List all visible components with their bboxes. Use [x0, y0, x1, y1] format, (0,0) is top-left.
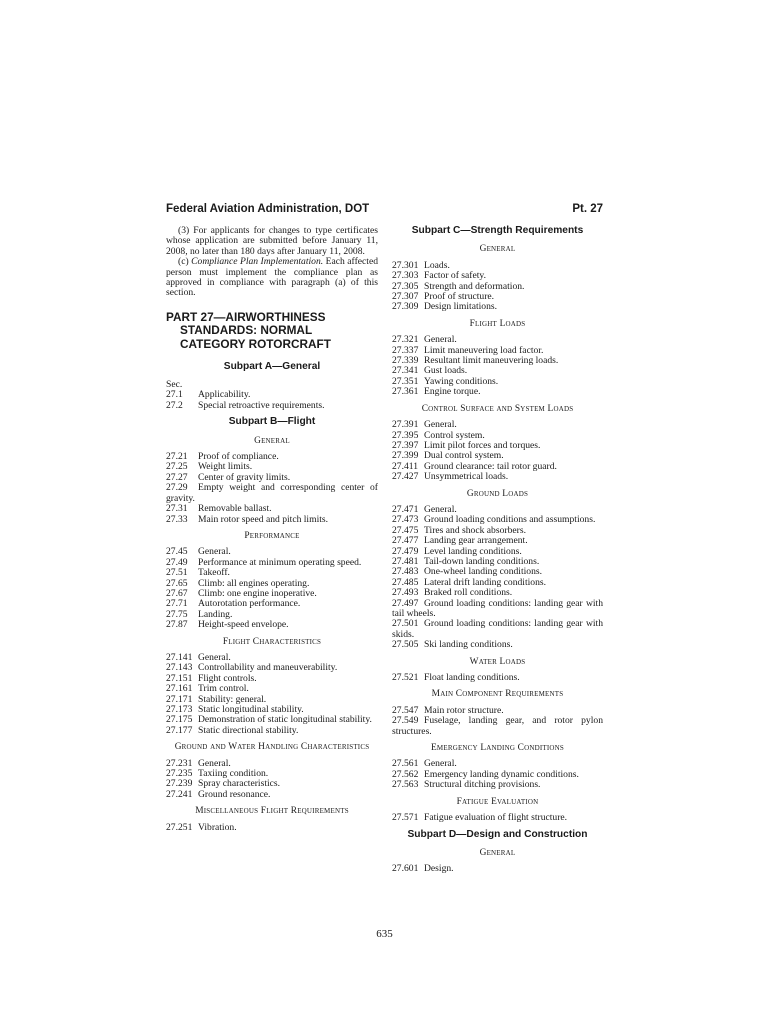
running-header — [166, 203, 603, 221]
section-number: 27.141 — [166, 651, 193, 663]
section-number: 27.305 — [392, 280, 419, 292]
section-title: General. — [424, 503, 457, 515]
page-number: 635 — [376, 928, 393, 940]
section-number: 27.27 — [166, 471, 188, 483]
section-number: 27.2 — [166, 399, 183, 411]
section-number: 27.301 — [392, 259, 419, 271]
section-title: Ground loading conditions: landing gear with tail wheels. — [392, 597, 603, 619]
section-number: 27.33 — [166, 513, 188, 525]
section-number: 27.251 — [166, 821, 193, 833]
section-number: 27.473 — [392, 514, 419, 526]
section-number: 27.475 — [392, 524, 419, 536]
ground-loads-list — [392, 505, 603, 651]
section-title: Braked roll conditions. — [424, 587, 513, 599]
section-number: 27.501 — [392, 618, 419, 630]
section-number: 27.337 — [392, 344, 419, 356]
section-number: 27.65 — [166, 577, 188, 589]
section-number: 27.561 — [392, 758, 419, 770]
section-number: 27.483 — [392, 566, 419, 578]
section-title: Main rotor speed and pitch limits. — [198, 513, 329, 525]
fatigue-heading: Fatigue Evaluation — [456, 796, 539, 807]
section-number: 27.75 — [166, 608, 188, 620]
section-entry — [392, 387, 603, 397]
section-title: Ground loading conditions and assumptions. — [424, 514, 596, 526]
water-loads-heading: Water Loads — [469, 656, 526, 667]
paragraph-applicants: (3) For applicants for changes to type certificates whose application are submitted before January 11, 2008, no later than 180 days after January 11, 2008. — [166, 225, 378, 257]
section-number: 27.601 — [392, 863, 419, 875]
part-title: PART 27—AIRWORTHINESS STANDARDS: NORMAL CATEGORY ROTORCRAFT — [166, 309, 331, 352]
section-number: 27.1 — [166, 389, 183, 401]
flight-loads-heading: Flight Loads — [469, 318, 526, 329]
section-title: Design. — [424, 863, 454, 875]
misc-flight-heading: Miscellaneous Flight Requirements — [195, 806, 349, 817]
flight-loads-list — [392, 335, 603, 397]
section-number: 27.399 — [392, 450, 419, 462]
section-title: One-wheel landing conditions. — [424, 566, 543, 578]
section-number: 27.321 — [392, 334, 419, 346]
para-label: (c) — [178, 256, 192, 268]
section-title: General. — [424, 419, 457, 431]
section-title: Lateral drift landing conditions. — [424, 576, 547, 588]
subpart-c-heading: Subpart C—Strength Requirements — [411, 225, 584, 236]
section-title: Trim control. — [198, 683, 249, 695]
section-title: Flight controls. — [198, 672, 257, 684]
section-number: 27.479 — [392, 545, 419, 557]
general-d-heading: General — [479, 847, 516, 858]
main-component-heading: Main Component Requirements — [431, 689, 564, 700]
flight-characteristics-heading: Flight Characteristics — [222, 636, 322, 647]
section-entry — [392, 780, 603, 790]
section-entry — [392, 472, 603, 482]
flight-characteristics-list — [166, 653, 378, 736]
section-title: Fuselage, landing gear, and rotor pylon structures. — [392, 715, 603, 737]
section-entry — [392, 619, 603, 640]
section-title: Emergency landing dynamic conditions. — [424, 768, 579, 780]
section-number: 27.481 — [392, 555, 419, 567]
para-italic-title: Compliance Plan Implementation. — [191, 256, 324, 268]
control-surface-heading: Control Surface and System Loads — [421, 403, 574, 414]
subpart-d-heading: Subpart D—Design and Construction — [407, 828, 588, 840]
section-number: 27.351 — [392, 375, 419, 387]
section-title: Dual control system. — [424, 450, 504, 462]
section-title: Resultant limit maneuvering loads. — [424, 355, 559, 367]
section-entry — [392, 673, 603, 683]
section-title: Taxiing condition. — [198, 768, 269, 780]
section-title: Factor of safety. — [424, 270, 486, 282]
section-number: 27.391 — [392, 419, 419, 431]
section-number: 27.505 — [392, 639, 419, 651]
section-number: 27.307 — [392, 291, 419, 303]
fatigue-list — [392, 813, 603, 823]
section-title: Tires and shock absorbers. — [424, 524, 526, 536]
general-c-heading: General — [479, 244, 516, 255]
section-title: General. — [424, 758, 457, 770]
para-body: Each affected person must implement the compliance plan as approved in compliance with paragraph (a) of this section. — [166, 256, 378, 299]
section-number: 27.45 — [166, 546, 188, 558]
section-number: 27.175 — [166, 714, 193, 726]
section-number: 27.71 — [166, 598, 188, 610]
section-title: Center of gravity limits. — [198, 471, 291, 483]
section-entry — [392, 813, 603, 823]
section-number: 27.31 — [166, 503, 188, 515]
section-number: 27.143 — [166, 662, 193, 674]
section-title: Loads. — [424, 259, 450, 271]
section-title: Applicability. — [198, 389, 251, 401]
section-number: 27.241 — [166, 788, 193, 800]
section-number: 27.231 — [166, 757, 193, 769]
section-number: 27.395 — [392, 429, 419, 441]
performance-list — [166, 547, 378, 630]
section-number: 27.411 — [392, 460, 419, 472]
section-title: Main rotor structure. — [424, 704, 504, 716]
section-number: 27.397 — [392, 439, 419, 451]
section-number: 27.151 — [166, 672, 193, 684]
section-title: Tail-down landing conditions. — [424, 555, 540, 567]
section-title: Ski landing conditions. — [424, 639, 513, 651]
section-number: 27.49 — [166, 556, 188, 568]
section-entry — [392, 716, 603, 737]
section-entry — [166, 790, 378, 800]
section-title: Weight limits. — [198, 461, 253, 473]
ground-water-heading: Ground and Water Handling Characteristics — [174, 742, 370, 753]
section-number: 27.477 — [392, 535, 419, 547]
section-title: Limit maneuvering load factor. — [424, 344, 544, 356]
section-number: 27.361 — [392, 386, 419, 398]
section-title: Engine torque. — [424, 386, 481, 398]
section-title: Fatigue evaluation of flight structure. — [424, 812, 568, 824]
sec-label: Sec. — [166, 379, 183, 391]
section-title: Strength and deformation. — [424, 280, 525, 292]
section-number: 27.173 — [166, 704, 193, 715]
water-loads-list — [392, 673, 603, 683]
section-title: Static directional stability. — [198, 724, 299, 736]
emergency-landing-list — [392, 759, 603, 790]
section-title: Special retroactive requirements. — [198, 399, 325, 411]
section-number: 27.563 — [392, 779, 419, 791]
header-part: Pt. 27 — [572, 203, 603, 215]
right-column — [392, 226, 603, 879]
section-title: Design limitations. — [424, 301, 498, 313]
section-number: 27.29 — [166, 482, 188, 494]
section-number: 27.177 — [166, 724, 193, 736]
section-number: 27.87 — [166, 619, 188, 631]
section-title: Performance at minimum operating speed. — [198, 556, 362, 568]
section-number: 27.161 — [166, 683, 193, 695]
section-title: Unsymmetrical loads. — [424, 471, 509, 483]
section-number: 27.493 — [392, 587, 419, 599]
section-title: Proof of structure. — [424, 291, 495, 303]
section-number: 27.547 — [392, 704, 419, 716]
subpart-a-list — [166, 390, 378, 411]
subpart-a-heading: Subpart A—General — [223, 360, 321, 372]
subpart-b-heading: Subpart B—Flight — [228, 416, 316, 428]
section-number: 27.239 — [166, 778, 193, 790]
section-title: General. — [198, 757, 231, 769]
paragraph-compliance-plan — [166, 257, 378, 299]
section-entry — [392, 640, 603, 650]
section-title: Demonstration of static longitudinal stability. — [198, 714, 372, 726]
section-title: Autorotation performance. — [198, 598, 301, 610]
general-d-list — [392, 864, 603, 874]
section-title: General. — [198, 651, 231, 663]
section-entry — [392, 302, 603, 312]
section-number: 27.309 — [392, 301, 419, 313]
section-title: Takeoff. — [198, 567, 230, 579]
section-title: General. — [424, 334, 457, 346]
section-title: Controllability and maneuverability. — [198, 662, 338, 674]
left-column — [166, 226, 378, 837]
section-entry — [166, 401, 378, 411]
section-title: Spray characteristics. — [198, 778, 281, 790]
section-title: Ground loading conditions: landing gear with skids. — [392, 618, 603, 640]
section-title: Stability: general. — [198, 693, 267, 705]
section-number: 27.549 — [392, 715, 419, 727]
section-title: Control system. — [424, 429, 485, 441]
section-title: Float landing conditions. — [424, 672, 520, 684]
section-entry — [166, 823, 378, 833]
section-title: Removable ballast. — [198, 503, 272, 515]
general-list — [166, 452, 378, 525]
section-number: 27.471 — [392, 503, 419, 515]
general-heading: General — [254, 435, 290, 446]
ground-water-list — [166, 759, 378, 801]
section-title: Climb: one engine inoperative. — [198, 587, 317, 599]
section-entry — [166, 483, 378, 504]
section-title: Structural ditching provisions. — [424, 779, 541, 791]
header-agency: Federal Aviation Administration, DOT — [166, 203, 370, 215]
section-number: 27.427 — [392, 471, 419, 483]
section-number: 27.562 — [392, 768, 419, 780]
general-c-list — [392, 261, 603, 313]
section-number: 27.21 — [166, 451, 188, 463]
control-surface-list — [392, 420, 603, 482]
section-number: 27.497 — [392, 597, 419, 609]
performance-heading: Performance — [244, 530, 300, 541]
section-entry — [166, 726, 378, 736]
section-title: Gust loads. — [424, 365, 468, 377]
section-title: Level landing conditions. — [424, 545, 522, 557]
section-number: 27.25 — [166, 461, 188, 473]
section-title: Climb: all engines operating. — [198, 577, 310, 589]
section-entry — [392, 864, 603, 874]
section-title: Ground clearance: tail rotor guard. — [424, 460, 557, 472]
section-number: 27.171 — [166, 693, 193, 705]
section-title: Limit pilot forces and torques. — [424, 439, 541, 451]
emergency-landing-heading: Emergency Landing Conditions — [431, 743, 564, 754]
section-number: 27.521 — [392, 672, 419, 684]
section-number: 27.51 — [166, 567, 188, 579]
section-title: Vibration. — [198, 821, 237, 833]
main-component-list — [392, 706, 603, 737]
section-title: Height-speed envelope. — [198, 619, 289, 631]
section-number: 27.235 — [166, 768, 193, 780]
section-title: Proof of compliance. — [198, 451, 279, 463]
section-number: 27.339 — [392, 355, 419, 367]
section-number: 27.67 — [166, 587, 188, 599]
ground-loads-heading: Ground Loads — [466, 488, 529, 499]
section-number: 27.341 — [392, 365, 419, 377]
section-title: Landing gear arrangement. — [424, 535, 528, 547]
misc-flight-list — [166, 823, 378, 833]
section-title: Static longitudinal stability. — [198, 704, 304, 715]
section-number: 27.303 — [392, 270, 419, 282]
section-title: Ground resonance. — [198, 788, 271, 800]
section-title: Landing. — [198, 608, 233, 620]
section-title: Yawing conditions. — [424, 375, 499, 387]
section-title: Empty weight and corresponding center of gravity. — [166, 482, 378, 504]
section-number: 27.485 — [392, 576, 419, 588]
section-entry — [166, 620, 378, 630]
section-number: 27.571 — [392, 812, 419, 824]
section-title: General. — [198, 546, 231, 558]
section-entry — [166, 515, 378, 525]
section-entry — [392, 599, 603, 620]
